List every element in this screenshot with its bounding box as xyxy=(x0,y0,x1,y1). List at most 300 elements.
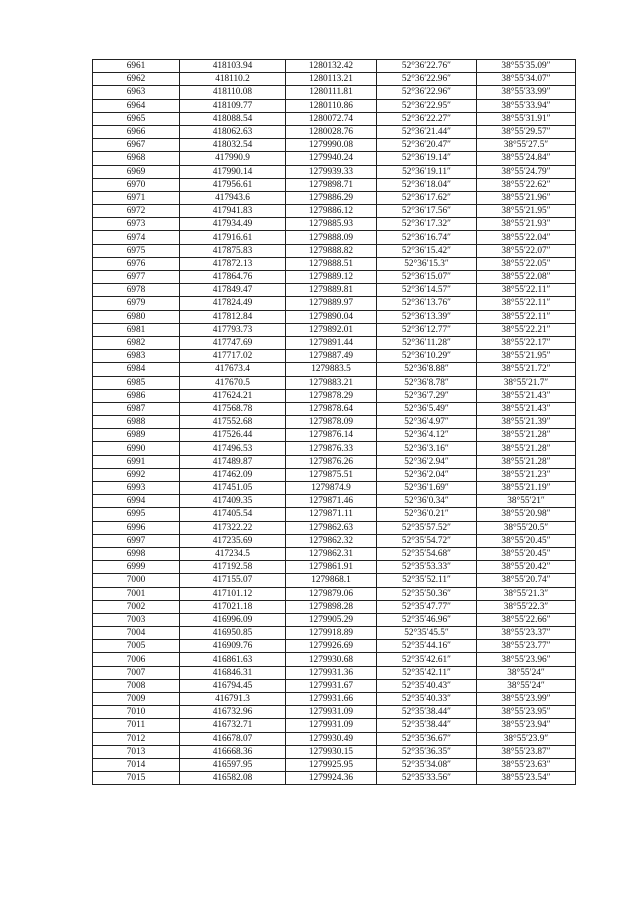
x-coordinate-cell: 417990.14 xyxy=(180,165,286,178)
x-coordinate-cell: 417155.07 xyxy=(180,574,286,587)
y-coordinate-cell: 1279930.68 xyxy=(286,653,377,666)
table-row xyxy=(93,125,576,138)
y-coordinate-cell: 1279868.1 xyxy=(286,574,377,587)
table-row xyxy=(93,310,576,323)
longitude-cell: 38°55′22.11″ xyxy=(477,284,576,297)
x-coordinate-cell: 418062.63 xyxy=(180,125,286,138)
longitude-cell: 38°55′22.21″ xyxy=(477,323,576,336)
x-coordinate-cell: 417941.83 xyxy=(180,205,286,218)
point-number-cell: 6984 xyxy=(93,363,180,376)
point-number-cell: 6987 xyxy=(93,402,180,415)
y-coordinate-cell: 1279918.89 xyxy=(286,627,377,640)
point-number-cell: 7012 xyxy=(93,732,180,745)
y-coordinate-cell: 1279892.01 xyxy=(286,323,377,336)
y-coordinate-cell: 1280110.86 xyxy=(286,99,377,112)
point-number-cell: 6983 xyxy=(93,350,180,363)
longitude-cell: 38°55′21.19″ xyxy=(477,482,576,495)
longitude-cell: 38°55′21.95″ xyxy=(477,205,576,218)
table-row xyxy=(93,666,576,679)
x-coordinate-cell: 417496.53 xyxy=(180,442,286,455)
x-coordinate-cell: 417747.69 xyxy=(180,336,286,349)
x-coordinate-cell: 418032.54 xyxy=(180,139,286,152)
longitude-cell: 38°55′22.11″ xyxy=(477,310,576,323)
point-number-cell: 7007 xyxy=(93,666,180,679)
point-number-cell: 6964 xyxy=(93,99,180,112)
table-row xyxy=(93,244,576,257)
point-number-cell: 7002 xyxy=(93,600,180,613)
table-row xyxy=(93,719,576,732)
x-coordinate-cell: 416846.31 xyxy=(180,666,286,679)
x-coordinate-cell: 416732.96 xyxy=(180,706,286,719)
point-number-cell: 7009 xyxy=(93,693,180,706)
x-coordinate-cell: 417872.13 xyxy=(180,257,286,270)
point-number-cell: 6976 xyxy=(93,257,180,270)
longitude-cell: 38°55′20.45″ xyxy=(477,534,576,547)
y-coordinate-cell: 1279874.9 xyxy=(286,482,377,495)
longitude-cell: 38°55′33.99″ xyxy=(477,86,576,99)
latitude-cell: 52°36′4.97″ xyxy=(377,416,477,429)
table-row xyxy=(93,112,576,125)
longitude-cell: 38°55′20.98″ xyxy=(477,508,576,521)
longitude-cell: 38°55′31.91″ xyxy=(477,112,576,125)
y-coordinate-cell: 1279926.69 xyxy=(286,640,377,653)
point-number-cell: 6979 xyxy=(93,297,180,310)
longitude-cell: 38°55′21.3″ xyxy=(477,587,576,600)
point-number-cell: 6967 xyxy=(93,139,180,152)
x-coordinate-cell: 418103.94 xyxy=(180,60,286,73)
point-number-cell: 6986 xyxy=(93,389,180,402)
latitude-cell: 52°35′42.11″ xyxy=(377,666,477,679)
table-row xyxy=(93,139,576,152)
point-number-cell: 7014 xyxy=(93,758,180,771)
table-row xyxy=(93,231,576,244)
table-row xyxy=(93,60,576,73)
point-number-cell: 7004 xyxy=(93,627,180,640)
longitude-cell: 38°55′21.28″ xyxy=(477,429,576,442)
coordinates-table-body xyxy=(93,60,576,785)
latitude-cell: 52°36′13.76″ xyxy=(377,297,477,310)
y-coordinate-cell: 1279931.09 xyxy=(286,719,377,732)
y-coordinate-cell: 1279888.51 xyxy=(286,257,377,270)
latitude-cell: 52°36′16.74″ xyxy=(377,231,477,244)
point-number-cell: 6994 xyxy=(93,495,180,508)
latitude-cell: 52°36′17.62″ xyxy=(377,191,477,204)
latitude-cell: 52°36′12.77″ xyxy=(377,323,477,336)
latitude-cell: 52°36′10.29″ xyxy=(377,350,477,363)
point-number-cell: 6988 xyxy=(93,416,180,429)
x-coordinate-cell: 416582.08 xyxy=(180,772,286,785)
x-coordinate-cell: 417526.44 xyxy=(180,429,286,442)
x-coordinate-cell: 417793.73 xyxy=(180,323,286,336)
longitude-cell: 38°55′23.96″ xyxy=(477,653,576,666)
x-coordinate-cell: 417101.12 xyxy=(180,587,286,600)
longitude-cell: 38°55′20.42″ xyxy=(477,561,576,574)
y-coordinate-cell: 1279931.36 xyxy=(286,666,377,679)
table-row xyxy=(93,600,576,613)
x-coordinate-cell: 417624.21 xyxy=(180,389,286,402)
table-row xyxy=(93,455,576,468)
x-coordinate-cell: 417462.09 xyxy=(180,468,286,481)
latitude-cell: 52°35′44.16″ xyxy=(377,640,477,653)
y-coordinate-cell: 1279925.95 xyxy=(286,758,377,771)
latitude-cell: 52°36′22.95″ xyxy=(377,99,477,112)
x-coordinate-cell: 416597.95 xyxy=(180,758,286,771)
point-number-cell: 6980 xyxy=(93,310,180,323)
table-row xyxy=(93,732,576,745)
x-coordinate-cell: 417552.68 xyxy=(180,416,286,429)
point-number-cell: 6972 xyxy=(93,205,180,218)
longitude-cell: 38°55′20.74″ xyxy=(477,574,576,587)
point-number-cell: 7010 xyxy=(93,706,180,719)
latitude-cell: 52°35′45.5″ xyxy=(377,627,477,640)
y-coordinate-cell: 1279886.29 xyxy=(286,191,377,204)
longitude-cell: 38°55′21.23″ xyxy=(477,468,576,481)
longitude-cell: 38°55′33.94″ xyxy=(477,99,576,112)
point-number-cell: 6982 xyxy=(93,336,180,349)
latitude-cell: 52°36′2.94″ xyxy=(377,455,477,468)
table-row xyxy=(93,152,576,165)
latitude-cell: 52°35′47.77″ xyxy=(377,600,477,613)
x-coordinate-cell: 418109.77 xyxy=(180,99,286,112)
table-row xyxy=(93,165,576,178)
table-row xyxy=(93,561,576,574)
point-number-cell: 6961 xyxy=(93,60,180,73)
table-row xyxy=(93,297,576,310)
y-coordinate-cell: 1280028.76 xyxy=(286,125,377,138)
longitude-cell: 38°55′21.28″ xyxy=(477,442,576,455)
table-row xyxy=(93,693,576,706)
latitude-cell: 52°35′53.33″ xyxy=(377,561,477,574)
longitude-cell: 38°55′21.7″ xyxy=(477,376,576,389)
table-row xyxy=(93,336,576,349)
x-coordinate-cell: 417812.84 xyxy=(180,310,286,323)
y-coordinate-cell: 1279888.82 xyxy=(286,244,377,257)
y-coordinate-cell: 1279931.67 xyxy=(286,679,377,692)
latitude-cell: 52°36′14.57″ xyxy=(377,284,477,297)
coordinates-table xyxy=(92,59,576,785)
longitude-cell: 38°55′22.05″ xyxy=(477,257,576,270)
longitude-cell: 38°55′29.57″ xyxy=(477,125,576,138)
point-number-cell: 6965 xyxy=(93,112,180,125)
y-coordinate-cell: 1279862.31 xyxy=(286,547,377,560)
latitude-cell: 52°35′46.96″ xyxy=(377,613,477,626)
latitude-cell: 52°35′38.44″ xyxy=(377,706,477,719)
y-coordinate-cell: 1279862.63 xyxy=(286,521,377,534)
y-coordinate-cell: 1279886.12 xyxy=(286,205,377,218)
y-coordinate-cell: 1280113.21 xyxy=(286,73,377,86)
latitude-cell: 52°36′15.07″ xyxy=(377,271,477,284)
latitude-cell: 52°36′17.56″ xyxy=(377,205,477,218)
y-coordinate-cell: 1279939.33 xyxy=(286,165,377,178)
table-row xyxy=(93,772,576,785)
x-coordinate-cell: 416996.09 xyxy=(180,613,286,626)
table-row xyxy=(93,745,576,758)
x-coordinate-cell: 417934.49 xyxy=(180,218,286,231)
point-number-cell: 6981 xyxy=(93,323,180,336)
point-number-cell: 6996 xyxy=(93,521,180,534)
latitude-cell: 52°35′36.35″ xyxy=(377,745,477,758)
longitude-cell: 38°55′24.79″ xyxy=(477,165,576,178)
y-coordinate-cell: 1279883.5 xyxy=(286,363,377,376)
point-number-cell: 6992 xyxy=(93,468,180,481)
longitude-cell: 38°55′21.39″ xyxy=(477,416,576,429)
longitude-cell: 38°55′23.99″ xyxy=(477,693,576,706)
table-row xyxy=(93,653,576,666)
y-coordinate-cell: 1279940.24 xyxy=(286,152,377,165)
y-coordinate-cell: 1279889.81 xyxy=(286,284,377,297)
x-coordinate-cell: 417489.87 xyxy=(180,455,286,468)
table-row xyxy=(93,402,576,415)
longitude-cell: 38°55′20.5″ xyxy=(477,521,576,534)
latitude-cell: 52°36′22.96″ xyxy=(377,86,477,99)
y-coordinate-cell: 1279878.29 xyxy=(286,389,377,402)
x-coordinate-cell: 417875.83 xyxy=(180,244,286,257)
y-coordinate-cell: 1279891.44 xyxy=(286,336,377,349)
longitude-cell: 38°55′24″ xyxy=(477,666,576,679)
point-number-cell: 6971 xyxy=(93,191,180,204)
latitude-cell: 52°36′19.11″ xyxy=(377,165,477,178)
x-coordinate-cell: 416791.3 xyxy=(180,693,286,706)
longitude-cell: 38°55′24″ xyxy=(477,679,576,692)
y-coordinate-cell: 1279885.93 xyxy=(286,218,377,231)
latitude-cell: 52°36′11.28″ xyxy=(377,336,477,349)
latitude-cell: 52°36′20.47″ xyxy=(377,139,477,152)
point-number-cell: 6989 xyxy=(93,429,180,442)
point-number-cell: 6973 xyxy=(93,218,180,231)
x-coordinate-cell: 417673.4 xyxy=(180,363,286,376)
table-row xyxy=(93,613,576,626)
table-row xyxy=(93,178,576,191)
y-coordinate-cell: 1279931.66 xyxy=(286,693,377,706)
y-coordinate-cell: 1279889.12 xyxy=(286,271,377,284)
table-row xyxy=(93,376,576,389)
table-row xyxy=(93,706,576,719)
x-coordinate-cell: 417824.49 xyxy=(180,297,286,310)
y-coordinate-cell: 1279930.15 xyxy=(286,745,377,758)
table-row xyxy=(93,574,576,587)
point-number-cell: 7005 xyxy=(93,640,180,653)
table-row xyxy=(93,271,576,284)
longitude-cell: 38°55′23.37″ xyxy=(477,627,576,640)
y-coordinate-cell: 1279876.33 xyxy=(286,442,377,455)
x-coordinate-cell: 418110.08 xyxy=(180,86,286,99)
longitude-cell: 38°55′22.11″ xyxy=(477,297,576,310)
y-coordinate-cell: 1279862.32 xyxy=(286,534,377,547)
table-row xyxy=(93,429,576,442)
x-coordinate-cell: 417451.05 xyxy=(180,482,286,495)
point-number-cell: 6999 xyxy=(93,561,180,574)
longitude-cell: 38°55′21.96″ xyxy=(477,191,576,204)
latitude-cell: 52°36′22.96″ xyxy=(377,73,477,86)
table-row xyxy=(93,323,576,336)
latitude-cell: 52°36′13.39″ xyxy=(377,310,477,323)
longitude-cell: 38°55′22.04″ xyxy=(477,231,576,244)
table-row xyxy=(93,442,576,455)
point-number-cell: 7001 xyxy=(93,587,180,600)
table-row xyxy=(93,73,576,86)
latitude-cell: 52°36′22.76″ xyxy=(377,60,477,73)
y-coordinate-cell: 1280132.42 xyxy=(286,60,377,73)
latitude-cell: 52°36′17.32″ xyxy=(377,218,477,231)
longitude-cell: 38°55′21.72″ xyxy=(477,363,576,376)
latitude-cell: 52°36′18.04″ xyxy=(377,178,477,191)
latitude-cell: 52°35′40.33″ xyxy=(377,693,477,706)
x-coordinate-cell: 416909.76 xyxy=(180,640,286,653)
longitude-cell: 38°55′23.87″ xyxy=(477,745,576,758)
table-row xyxy=(93,758,576,771)
longitude-cell: 38°55′21.43″ xyxy=(477,389,576,402)
y-coordinate-cell: 1279924.36 xyxy=(286,772,377,785)
table-row xyxy=(93,627,576,640)
table-row xyxy=(93,587,576,600)
point-number-cell: 7013 xyxy=(93,745,180,758)
point-number-cell: 7011 xyxy=(93,719,180,732)
y-coordinate-cell: 1279889.97 xyxy=(286,297,377,310)
longitude-cell: 38°55′35.09″ xyxy=(477,60,576,73)
point-number-cell: 6974 xyxy=(93,231,180,244)
y-coordinate-cell: 1279887.49 xyxy=(286,350,377,363)
y-coordinate-cell: 1279898.28 xyxy=(286,600,377,613)
longitude-cell: 38°55′22.62″ xyxy=(477,178,576,191)
longitude-cell: 38°55′23.54″ xyxy=(477,772,576,785)
point-number-cell: 7008 xyxy=(93,679,180,692)
longitude-cell: 38°55′23.9″ xyxy=(477,732,576,745)
y-coordinate-cell: 1279879.06 xyxy=(286,587,377,600)
point-number-cell: 6997 xyxy=(93,534,180,547)
latitude-cell: 52°35′42.61″ xyxy=(377,653,477,666)
latitude-cell: 52°36′4.12″ xyxy=(377,429,477,442)
table-row xyxy=(93,482,576,495)
x-coordinate-cell: 417021.18 xyxy=(180,600,286,613)
latitude-cell: 52°35′36.67″ xyxy=(377,732,477,745)
latitude-cell: 52°35′38.44″ xyxy=(377,719,477,732)
table-row xyxy=(93,547,576,560)
table-row xyxy=(93,521,576,534)
longitude-cell: 38°55′22.66″ xyxy=(477,613,576,626)
x-coordinate-cell: 417405.54 xyxy=(180,508,286,521)
y-coordinate-cell: 1279878.09 xyxy=(286,416,377,429)
x-coordinate-cell: 417990.9 xyxy=(180,152,286,165)
longitude-cell: 38°55′22.3″ xyxy=(477,600,576,613)
latitude-cell: 52°35′50.36″ xyxy=(377,587,477,600)
y-coordinate-cell: 1279990.08 xyxy=(286,139,377,152)
longitude-cell: 38°55′23.94″ xyxy=(477,719,576,732)
longitude-cell: 38°55′27.5″ xyxy=(477,139,576,152)
x-coordinate-cell: 417864.76 xyxy=(180,271,286,284)
table-row xyxy=(93,508,576,521)
table-row xyxy=(93,350,576,363)
longitude-cell: 38°55′23.77″ xyxy=(477,640,576,653)
point-number-cell: 7006 xyxy=(93,653,180,666)
table-row xyxy=(93,495,576,508)
longitude-cell: 38°55′21.43″ xyxy=(477,402,576,415)
latitude-cell: 52°36′21.44″ xyxy=(377,125,477,138)
point-number-cell: 6993 xyxy=(93,482,180,495)
y-coordinate-cell: 1279931.09 xyxy=(286,706,377,719)
table-row xyxy=(93,468,576,481)
x-coordinate-cell: 416678.07 xyxy=(180,732,286,745)
x-coordinate-cell: 417235.69 xyxy=(180,534,286,547)
latitude-cell: 52°35′34.08″ xyxy=(377,758,477,771)
point-number-cell: 7000 xyxy=(93,574,180,587)
table-row xyxy=(93,284,576,297)
table-row xyxy=(93,416,576,429)
latitude-cell: 52°35′40.43″ xyxy=(377,679,477,692)
x-coordinate-cell: 418088.54 xyxy=(180,112,286,125)
point-number-cell: 6968 xyxy=(93,152,180,165)
longitude-cell: 38°55′22.07″ xyxy=(477,244,576,257)
y-coordinate-cell: 1280072.74 xyxy=(286,112,377,125)
table-row xyxy=(93,86,576,99)
latitude-cell: 52°36′22.27″ xyxy=(377,112,477,125)
x-coordinate-cell: 416794.45 xyxy=(180,679,286,692)
point-number-cell: 7003 xyxy=(93,613,180,626)
x-coordinate-cell: 417849.47 xyxy=(180,284,286,297)
y-coordinate-cell: 1279898.71 xyxy=(286,178,377,191)
y-coordinate-cell: 1279876.14 xyxy=(286,429,377,442)
table-row xyxy=(93,191,576,204)
point-number-cell: 6975 xyxy=(93,244,180,257)
latitude-cell: 52°36′15.42″ xyxy=(377,244,477,257)
point-number-cell: 6990 xyxy=(93,442,180,455)
table-row xyxy=(93,218,576,231)
x-coordinate-cell: 416732.71 xyxy=(180,719,286,732)
latitude-cell: 52°36′1.69″ xyxy=(377,482,477,495)
y-coordinate-cell: 1279876.26 xyxy=(286,455,377,468)
longitude-cell: 38°55′23.95″ xyxy=(477,706,576,719)
y-coordinate-cell: 1280111.81 xyxy=(286,86,377,99)
x-coordinate-cell: 417956.61 xyxy=(180,178,286,191)
y-coordinate-cell: 1279905.29 xyxy=(286,613,377,626)
longitude-cell: 38°55′21.28″ xyxy=(477,455,576,468)
longitude-cell: 38°55′22.17″ xyxy=(477,336,576,349)
x-coordinate-cell: 416668.36 xyxy=(180,745,286,758)
point-number-cell: 6995 xyxy=(93,508,180,521)
y-coordinate-cell: 1279871.46 xyxy=(286,495,377,508)
longitude-cell: 38°55′21.93″ xyxy=(477,218,576,231)
longitude-cell: 38°55′21.95″ xyxy=(477,350,576,363)
y-coordinate-cell: 1279888.09 xyxy=(286,231,377,244)
latitude-cell: 52°35′54.68″ xyxy=(377,547,477,560)
y-coordinate-cell: 1279883.21 xyxy=(286,376,377,389)
point-number-cell: 7015 xyxy=(93,772,180,785)
latitude-cell: 52°36′0.21″ xyxy=(377,508,477,521)
point-number-cell: 6985 xyxy=(93,376,180,389)
table-row xyxy=(93,534,576,547)
point-number-cell: 6991 xyxy=(93,455,180,468)
x-coordinate-cell: 417409.35 xyxy=(180,495,286,508)
latitude-cell: 52°36′8.88″ xyxy=(377,363,477,376)
x-coordinate-cell: 417916.61 xyxy=(180,231,286,244)
table-row xyxy=(93,389,576,402)
x-coordinate-cell: 416950.85 xyxy=(180,627,286,640)
latitude-cell: 52°35′33.56″ xyxy=(377,772,477,785)
x-coordinate-cell: 418110.2 xyxy=(180,73,286,86)
table-row xyxy=(93,205,576,218)
x-coordinate-cell: 417192.58 xyxy=(180,561,286,574)
point-number-cell: 6969 xyxy=(93,165,180,178)
point-number-cell: 6978 xyxy=(93,284,180,297)
x-coordinate-cell: 417943.6 xyxy=(180,191,286,204)
longitude-cell: 38°55′23.63″ xyxy=(477,758,576,771)
latitude-cell: 52°36′3.16″ xyxy=(377,442,477,455)
point-number-cell: 6962 xyxy=(93,73,180,86)
y-coordinate-cell: 1279875.51 xyxy=(286,468,377,481)
latitude-cell: 52°36′0.34″ xyxy=(377,495,477,508)
y-coordinate-cell: 1279871.11 xyxy=(286,508,377,521)
y-coordinate-cell: 1279890.04 xyxy=(286,310,377,323)
x-coordinate-cell: 417322.22 xyxy=(180,521,286,534)
